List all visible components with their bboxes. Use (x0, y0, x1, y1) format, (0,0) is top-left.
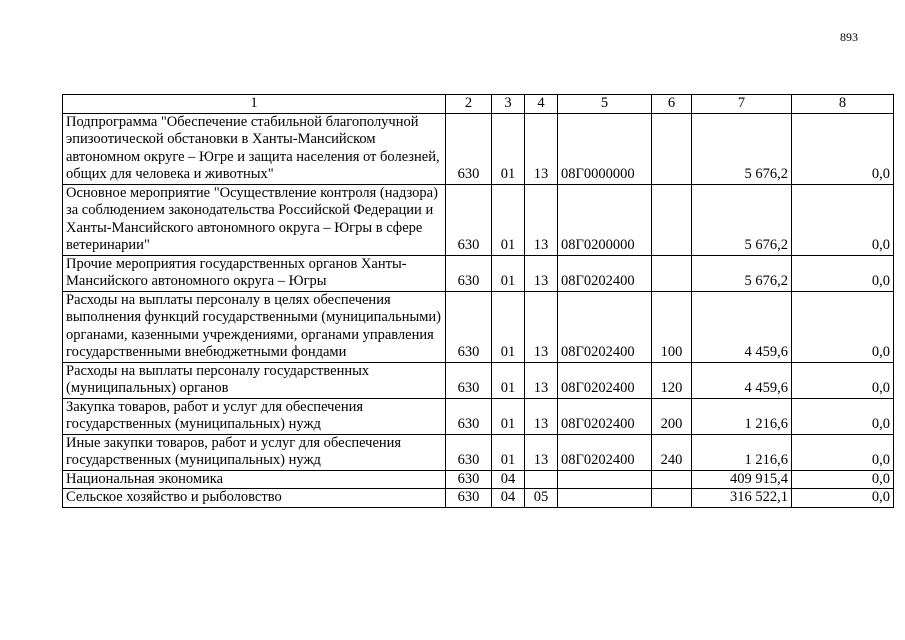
cell-administrator: 630 (446, 113, 492, 184)
cell-amount: 4 459,6 (692, 291, 792, 362)
cell-administrator: 630 (446, 362, 492, 398)
cell-expense-type (652, 255, 692, 291)
column-header: 7 (692, 95, 792, 114)
cell-target-article: 08Г0202400 (558, 398, 652, 434)
cell-amount-2: 0,0 (792, 489, 894, 508)
cell-expense-type: 100 (652, 291, 692, 362)
cell-amount: 316 522,1 (692, 489, 792, 508)
cell-target-article: 08Г0202400 (558, 291, 652, 362)
cell-section: 04 (492, 470, 525, 489)
budget-table (62, 94, 894, 508)
cell-expense-type (652, 470, 692, 489)
cell-expense-type: 200 (652, 398, 692, 434)
cell-subsection: 05 (525, 489, 558, 508)
cell-amount-2: 0,0 (792, 291, 894, 362)
column-header: 5 (558, 95, 652, 114)
row-name: Закупка товаров, работ и услуг для обеспечения государственных (муниципальных) нужд (63, 398, 446, 434)
cell-target-article: 08Г0000000 (558, 113, 652, 184)
cell-amount-2: 0,0 (792, 470, 894, 489)
table-row (63, 291, 894, 362)
row-name: Сельское хозяйство и рыболовство (63, 489, 446, 508)
cell-administrator: 630 (446, 434, 492, 470)
cell-subsection: 13 (525, 362, 558, 398)
cell-amount: 5 676,2 (692, 184, 792, 255)
cell-subsection: 13 (525, 291, 558, 362)
cell-section: 01 (492, 398, 525, 434)
column-header: 3 (492, 95, 525, 114)
row-name: Национальная экономика (63, 470, 446, 489)
cell-amount: 4 459,6 (692, 362, 792, 398)
column-header: 6 (652, 95, 692, 114)
page-number: 893 (840, 30, 858, 44)
cell-expense-type: 120 (652, 362, 692, 398)
table-row (63, 184, 894, 255)
cell-amount: 1 216,6 (692, 398, 792, 434)
row-name: Подпрограмма "Обеспечение стабильной благополучной эпизоотической обстановки в Ханты-Мансийском автономном округе – Югре и защита населения от болезней, общих для человека и животных" (63, 113, 446, 184)
cell-section: 01 (492, 434, 525, 470)
cell-target-article (558, 470, 652, 489)
cell-administrator: 630 (446, 255, 492, 291)
cell-expense-type: 240 (652, 434, 692, 470)
cell-amount: 409 915,4 (692, 470, 792, 489)
cell-subsection: 13 (525, 113, 558, 184)
row-name: Расходы на выплаты персоналу государственных (муниципальных) органов (63, 362, 446, 398)
cell-section: 01 (492, 255, 525, 291)
table-row (63, 489, 894, 508)
cell-subsection: 13 (525, 184, 558, 255)
cell-section: 01 (492, 184, 525, 255)
cell-amount-2: 0,0 (792, 362, 894, 398)
cell-amount: 5 676,2 (692, 255, 792, 291)
cell-target-article: 08Г0202400 (558, 434, 652, 470)
header-row (63, 95, 894, 114)
cell-expense-type (652, 184, 692, 255)
cell-administrator: 630 (446, 291, 492, 362)
cell-expense-type (652, 489, 692, 508)
cell-amount-2: 0,0 (792, 398, 894, 434)
cell-target-article (558, 489, 652, 508)
column-header: 2 (446, 95, 492, 114)
cell-administrator: 630 (446, 470, 492, 489)
cell-administrator: 630 (446, 489, 492, 508)
cell-administrator: 630 (446, 398, 492, 434)
table-row (63, 470, 894, 489)
column-header: 4 (525, 95, 558, 114)
row-name: Расходы на выплаты персоналу в целях обеспечения выполнения функций государственными (муниципальными) органами, казенными учреждениями, органами управления государственными внебюджетными фондами (63, 291, 446, 362)
cell-amount: 5 676,2 (692, 113, 792, 184)
table-row (63, 255, 894, 291)
column-header: 1 (63, 95, 446, 114)
cell-amount-2: 0,0 (792, 113, 894, 184)
row-name: Основное мероприятие "Осуществление контроля (надзора) за соблюдением законодательства Российской Федерации и Ханты-Мансийского автономного округа – Югры в сфере ветеринарии" (63, 184, 446, 255)
cell-amount-2: 0,0 (792, 255, 894, 291)
cell-amount-2: 0,0 (792, 184, 894, 255)
cell-section: 01 (492, 113, 525, 184)
cell-target-article: 08Г0202400 (558, 255, 652, 291)
table-row (63, 398, 894, 434)
cell-amount: 1 216,6 (692, 434, 792, 470)
cell-target-article: 08Г0200000 (558, 184, 652, 255)
cell-target-article: 08Г0202400 (558, 362, 652, 398)
column-header: 8 (792, 95, 894, 114)
cell-section: 04 (492, 489, 525, 508)
cell-subsection: 13 (525, 255, 558, 291)
cell-subsection: 13 (525, 398, 558, 434)
row-name: Иные закупки товаров, работ и услуг для обеспечения государственных (муниципальных) нужд (63, 434, 446, 470)
cell-subsection (525, 470, 558, 489)
cell-expense-type (652, 113, 692, 184)
row-name: Прочие мероприятия государственных органов Ханты-Мансийского автономного округа – Югры (63, 255, 446, 291)
cell-section: 01 (492, 362, 525, 398)
cell-section: 01 (492, 291, 525, 362)
cell-amount-2: 0,0 (792, 434, 894, 470)
table-row (63, 362, 894, 398)
cell-subsection: 13 (525, 434, 558, 470)
table-row (63, 434, 894, 470)
cell-administrator: 630 (446, 184, 492, 255)
table-row (63, 113, 894, 184)
